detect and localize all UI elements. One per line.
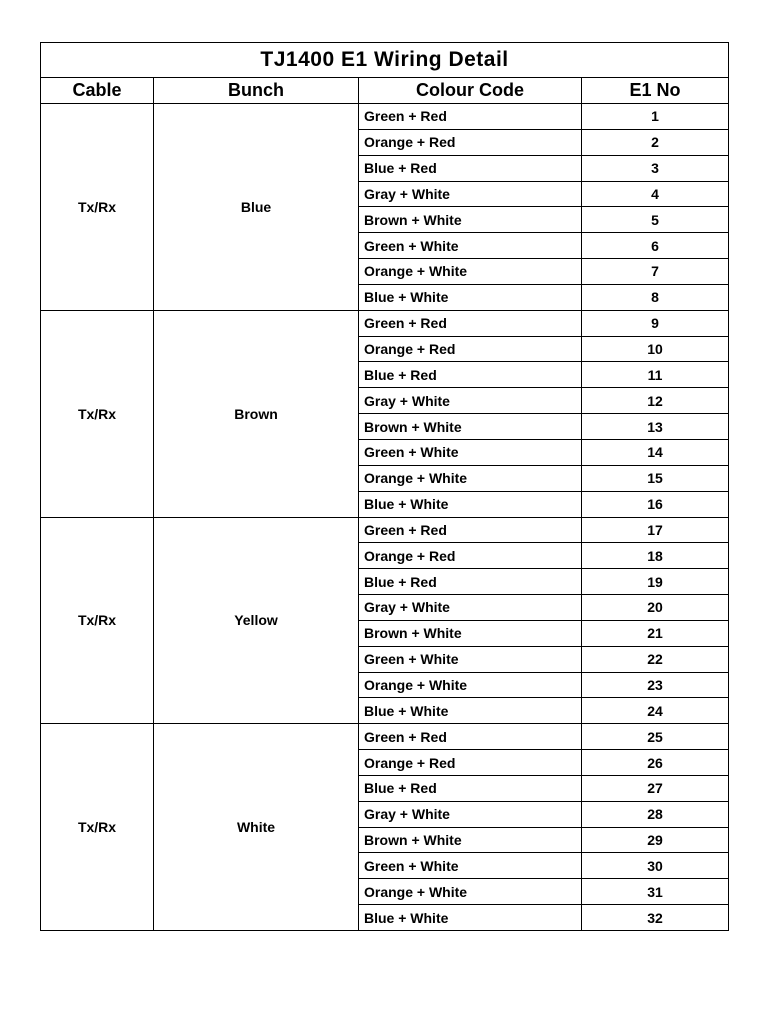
header-cable: Cable bbox=[41, 78, 154, 104]
colour-code-cell: Orange + White bbox=[359, 465, 582, 491]
colour-code-cell: Blue + White bbox=[359, 698, 582, 724]
bunch-cell: Brown bbox=[154, 310, 359, 517]
header-colour-code: Colour Code bbox=[359, 78, 582, 104]
colour-code-cell: Green + White bbox=[359, 439, 582, 465]
e1-number-cell: 17 bbox=[582, 517, 729, 543]
colour-code-cell: Brown + White bbox=[359, 827, 582, 853]
table-body bbox=[41, 104, 729, 931]
e1-number-cell: 18 bbox=[582, 543, 729, 569]
colour-code-cell: Gray + White bbox=[359, 595, 582, 621]
colour-code-cell: Brown + White bbox=[359, 207, 582, 233]
cable-cell: Tx/Rx bbox=[41, 104, 154, 311]
colour-code-cell: Blue + Red bbox=[359, 775, 582, 801]
colour-code-cell: Gray + White bbox=[359, 181, 582, 207]
colour-code-cell: Orange + White bbox=[359, 879, 582, 905]
colour-code-cell: Brown + White bbox=[359, 620, 582, 646]
e1-number-cell: 20 bbox=[582, 595, 729, 621]
colour-code-cell: Blue + Red bbox=[359, 155, 582, 181]
e1-number-cell: 7 bbox=[582, 259, 729, 285]
table-row bbox=[41, 104, 729, 130]
cable-cell: Tx/Rx bbox=[41, 517, 154, 724]
table-row bbox=[41, 310, 729, 336]
e1-number-cell: 30 bbox=[582, 853, 729, 879]
bunch-cell: Yellow bbox=[154, 517, 359, 724]
colour-code-cell: Orange + Red bbox=[359, 543, 582, 569]
colour-code-cell: Blue + Red bbox=[359, 569, 582, 595]
e1-number-cell: 10 bbox=[582, 336, 729, 362]
e1-number-cell: 19 bbox=[582, 569, 729, 595]
colour-code-cell: Green + Red bbox=[359, 517, 582, 543]
e1-number-cell: 4 bbox=[582, 181, 729, 207]
colour-code-cell: Green + White bbox=[359, 646, 582, 672]
colour-code-cell: Green + Red bbox=[359, 724, 582, 750]
table-row bbox=[41, 517, 729, 543]
e1-number-cell: 3 bbox=[582, 155, 729, 181]
wiring-table bbox=[40, 42, 729, 931]
e1-number-cell: 13 bbox=[582, 414, 729, 440]
e1-number-cell: 32 bbox=[582, 905, 729, 931]
table-title: TJ1400 E1 Wiring Detail bbox=[41, 43, 729, 78]
title-row bbox=[41, 43, 729, 78]
colour-code-cell: Orange + White bbox=[359, 259, 582, 285]
e1-number-cell: 26 bbox=[582, 750, 729, 776]
colour-code-cell: Brown + White bbox=[359, 414, 582, 440]
e1-number-cell: 23 bbox=[582, 672, 729, 698]
colour-code-cell: Gray + White bbox=[359, 801, 582, 827]
cable-cell: Tx/Rx bbox=[41, 724, 154, 931]
bunch-cell: White bbox=[154, 724, 359, 931]
e1-number-cell: 9 bbox=[582, 310, 729, 336]
e1-number-cell: 24 bbox=[582, 698, 729, 724]
colour-code-cell: Orange + Red bbox=[359, 750, 582, 776]
e1-number-cell: 8 bbox=[582, 284, 729, 310]
e1-number-cell: 28 bbox=[582, 801, 729, 827]
cable-cell: Tx/Rx bbox=[41, 310, 154, 517]
colour-code-cell: Blue + White bbox=[359, 284, 582, 310]
colour-code-cell: Green + Red bbox=[359, 104, 582, 130]
colour-code-cell: Blue + Red bbox=[359, 362, 582, 388]
e1-number-cell: 2 bbox=[582, 129, 729, 155]
e1-number-cell: 12 bbox=[582, 388, 729, 414]
e1-number-cell: 15 bbox=[582, 465, 729, 491]
e1-number-cell: 29 bbox=[582, 827, 729, 853]
colour-code-cell: Blue + White bbox=[359, 905, 582, 931]
header-bunch: Bunch bbox=[154, 78, 359, 104]
e1-number-cell: 21 bbox=[582, 620, 729, 646]
e1-number-cell: 27 bbox=[582, 775, 729, 801]
header-e1-no: E1 No bbox=[582, 78, 729, 104]
e1-number-cell: 22 bbox=[582, 646, 729, 672]
bunch-cell: Blue bbox=[154, 104, 359, 311]
e1-number-cell: 14 bbox=[582, 439, 729, 465]
e1-number-cell: 25 bbox=[582, 724, 729, 750]
table-row bbox=[41, 724, 729, 750]
header-row bbox=[41, 78, 729, 104]
colour-code-cell: Gray + White bbox=[359, 388, 582, 414]
colour-code-cell: Green + Red bbox=[359, 310, 582, 336]
colour-code-cell: Orange + Red bbox=[359, 129, 582, 155]
colour-code-cell: Orange + Red bbox=[359, 336, 582, 362]
colour-code-cell: Green + White bbox=[359, 853, 582, 879]
e1-number-cell: 11 bbox=[582, 362, 729, 388]
e1-number-cell: 6 bbox=[582, 233, 729, 259]
colour-code-cell: Blue + White bbox=[359, 491, 582, 517]
colour-code-cell: Orange + White bbox=[359, 672, 582, 698]
e1-number-cell: 1 bbox=[582, 104, 729, 130]
e1-number-cell: 31 bbox=[582, 879, 729, 905]
colour-code-cell: Green + White bbox=[359, 233, 582, 259]
e1-number-cell: 5 bbox=[582, 207, 729, 233]
e1-number-cell: 16 bbox=[582, 491, 729, 517]
